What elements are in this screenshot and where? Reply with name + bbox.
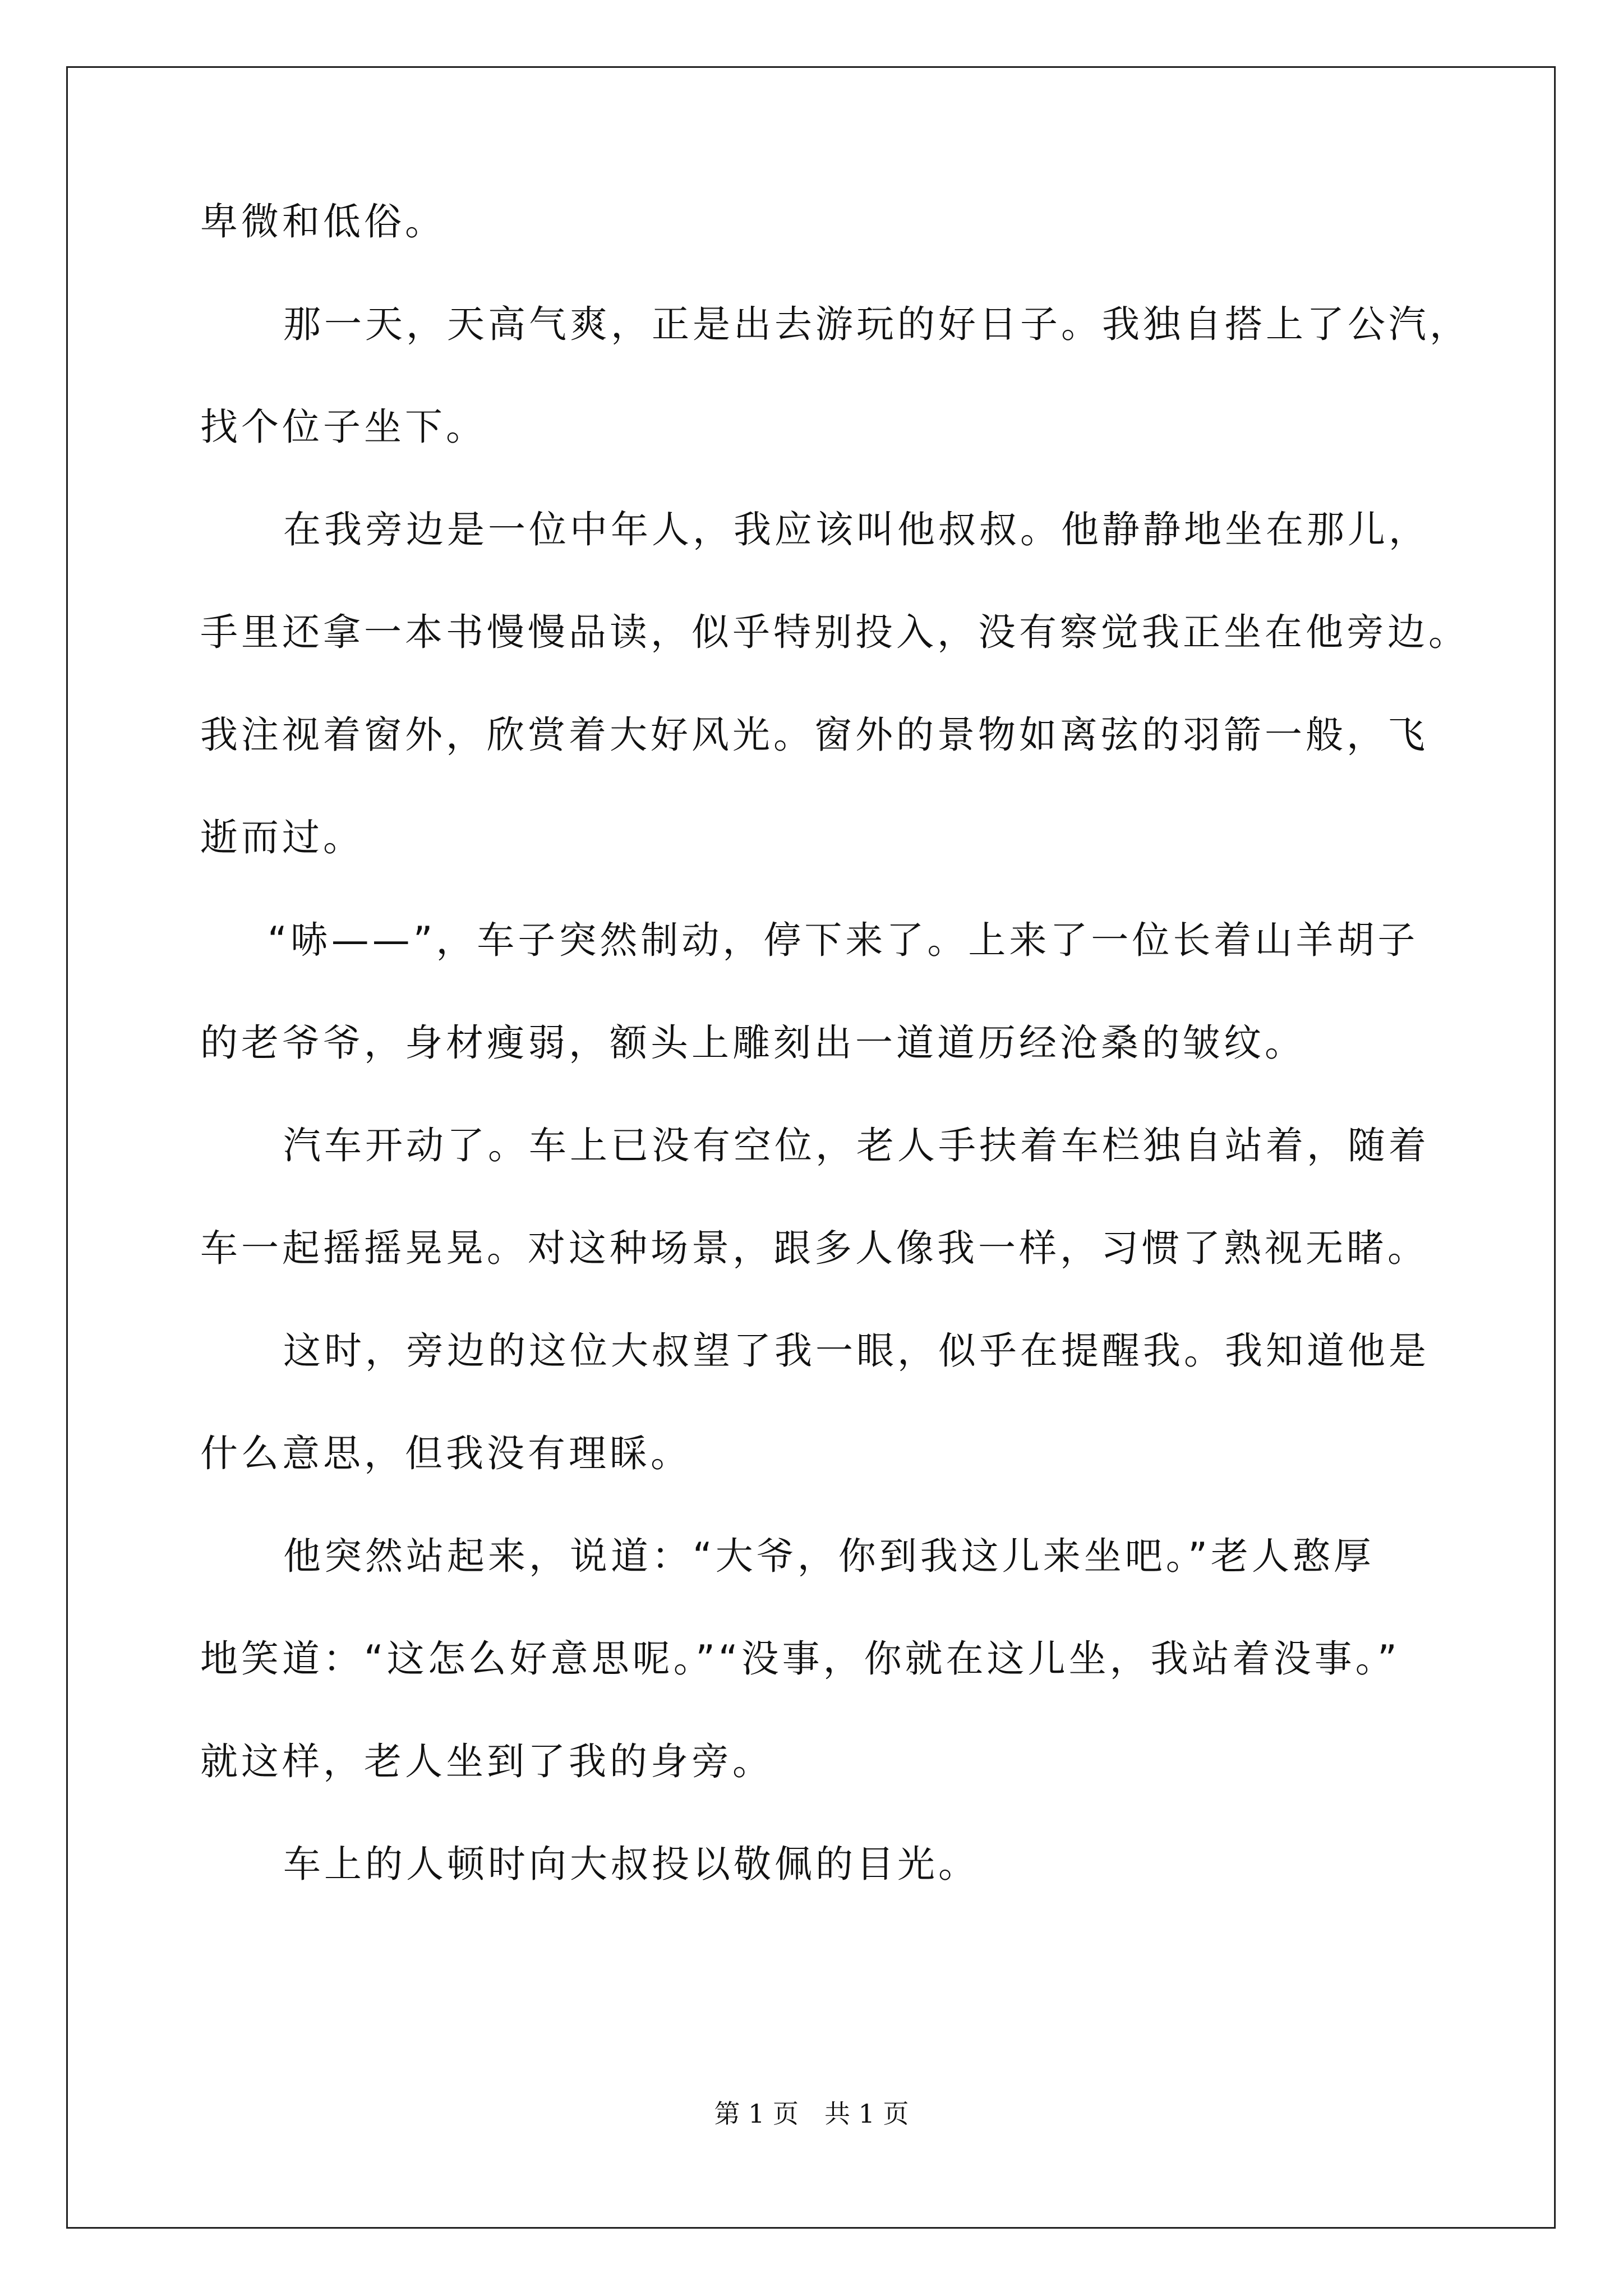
text-line: 的老爷爷，身材瘦弱，额头上雕刻出一道道历经沧桑的皱纹。 bbox=[200, 1021, 1306, 1065]
text-line: 什么意思，但我没有理睬。 bbox=[200, 1432, 691, 1475]
paragraph-line: “哧——”，车子突然制动，停下来了。上来了一位长着山羊胡子 bbox=[268, 918, 1419, 962]
paragraph-line: 车上的人顿时向大叔投以敬佩的目光。 bbox=[283, 1842, 979, 1886]
page-number-footer: 第 1 页 共 1 页 bbox=[714, 2099, 909, 2129]
text-line: 逝而过。 bbox=[200, 816, 364, 859]
paragraph-line: 在我旁边是一位中年人，我应该叫他叔叔。他静静地坐在那儿， bbox=[283, 508, 1430, 551]
text-line: 地笑道：“这怎么好意思呢。”“没事，你就在这儿坐，我站着没事。” bbox=[200, 1637, 1400, 1681]
text-line: 车一起摇摇晃晃。对这种场景，跟多人像我一样，习惯了熟视无睹。 bbox=[200, 1226, 1428, 1270]
paragraph-line: 他突然站起来，说道：“大爷，你到我这儿来坐吧。”老人憨厚 bbox=[283, 1534, 1375, 1578]
text-line: 我注视着窗外，欣赏着大好风光。窗外的景物如离弦的羽箭一般，飞 bbox=[200, 713, 1428, 757]
text-line: 卑微和低俗。 bbox=[200, 200, 446, 243]
text-line: 找个位子坐下。 bbox=[200, 405, 487, 449]
paragraph-line: 那一天，天高气爽，正是出去游玩的好日子。我独自搭上了公汽， bbox=[283, 302, 1470, 346]
paragraph-line: 汽车开动了。车上已没有空位，老人手扶着车栏独自站着，随着 bbox=[283, 1124, 1430, 1167]
text-line: 手里还拿一本书慢慢品读，似乎特别投入，没有察觉我正坐在他旁边。 bbox=[200, 610, 1469, 654]
text-line: 就这样，老人坐到了我的身旁。 bbox=[200, 1740, 773, 1783]
paragraph-line: 这时，旁边的这位大叔望了我一眼，似乎在提醒我。我知道他是 bbox=[283, 1329, 1430, 1373]
